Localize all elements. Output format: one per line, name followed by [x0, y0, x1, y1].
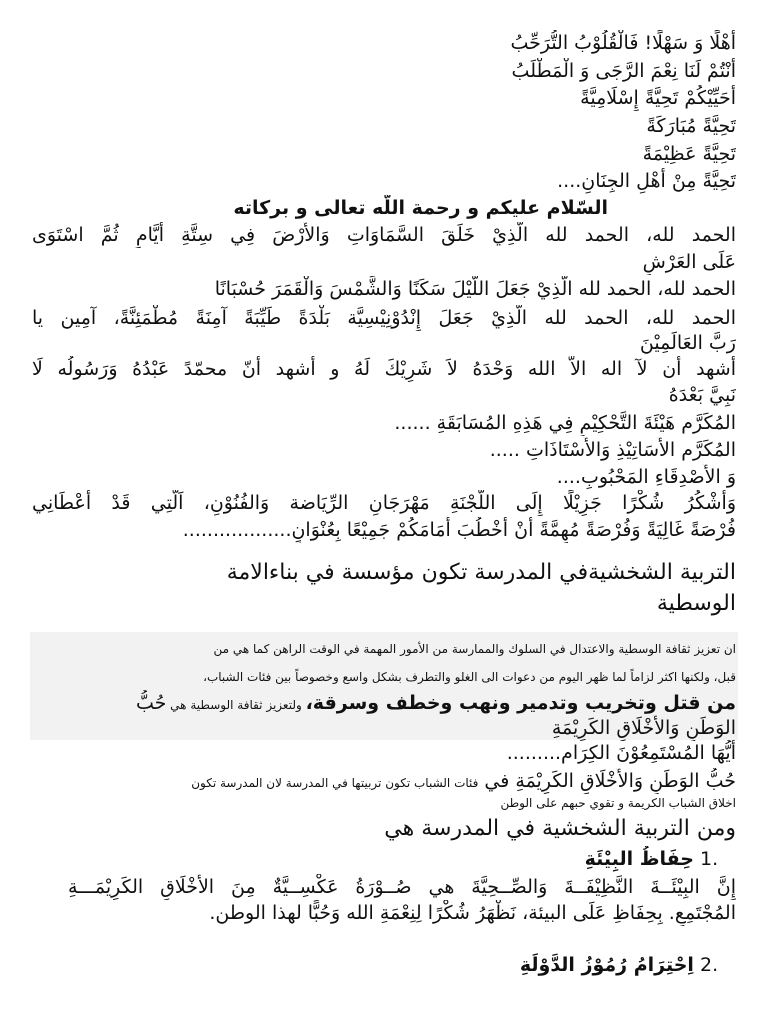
intro-line-2: قبل، ولكنها اكثر لزاماً لما ظهر اليوم من دعوات الى الغلو والتطرف بشكل واسع وخصوصاً بين فئات الشباب، [203, 670, 736, 684]
intro-line-4: الوَطَنِ وَالأَخْلَاقِ الكَرِيْمَةِ [551, 717, 736, 739]
summary-lead: حُبُّ الوَطَنِ وَالأَخْلَاقِ الكَرِيْمَةِ في [478, 770, 736, 792]
greeting-line-2: أَنْتُمْ لَنَا نِعْمَ الرَّجَى وَ الْمَطْلَبُ [511, 60, 736, 82]
praise-line-3b: رَبَّ العَالَمِيْنَ [639, 332, 736, 354]
list-item-1-title-line [32, 846, 736, 872]
greeting-line-5: تَحِيَّةً عَظِيْمَةً [642, 143, 736, 165]
list-item-1-title: حِفَاظُ البِيْئَةِ [584, 848, 694, 870]
greeting-line-6: تَحِيَّةً مِنْ أَهْلِ الجِنَانِ.... [557, 170, 736, 192]
intro-end-phrase: حُبُّ [135, 692, 167, 714]
list-item-2-title-line [32, 952, 736, 978]
address-friends: وَ الأَصْدِقَاءِ المَحْبُوبِ.... [556, 466, 736, 488]
speech-title-line-2: الوسطية [656, 591, 736, 616]
list-item-1-body-b: المُجْتَمِعِ. بِحِفَاظِ عَلَى البيئة، نَظْهَرُ شُكْرًا لِنِعْمَةِ الله وَحُبًّا لهذا الوطن. [209, 902, 736, 924]
greeting-line-4: تَحِيَّةً مُبَارَكَةً [646, 115, 736, 137]
section-heading: ومن التربية الشخشية في المدرسة هي [384, 816, 736, 841]
summary-line-2: اخلاق الشباب الكريمة و تقوي حبهم على الوطن [500, 796, 736, 810]
shahada-line-a: أشهد أن لآ اله الاّ الله وَحْدَهُ لاَ شَرِيْكَ لَهُ و أشهد أنّ محمّدً عَبْدُهُ وَرَسُولُه لَا [32, 358, 736, 380]
thanks-line-a: وَأَشْكُرُ شُكْرًا جَزِيْلًا إِلَى اللَّجْنَةِ مَهْرَجَانِ الرِّيَاضة وَالفُنُوْنِ، اَلَّتِي قَدْ أَعْطَانِي [32, 492, 736, 514]
address-teachers: المُكَرَّم الأَسَاتِيْذِ وَالأَسْتَاذَاتِ ..... [489, 439, 736, 461]
summary-line-1 [32, 768, 736, 794]
intro-small-phrase: ولتعزيز ثقافة الوسطية هي [166, 698, 306, 712]
praise-line-3a: الحمد لله، الحمد لله الَّذِيْ جَعَلَ إِنْدُوْنِيْسِيَّة بَلْدَةً طَيِّبَةً آمِنَةً مُطْمَئِنَّةً، آمِين يا [32, 307, 736, 329]
intro-line-1: ان تعزيز ثقافة الوسطية والاعتدال في السلوك والممارسة من الأمور المهمة في الوقت الراهن كما هي من [213, 642, 736, 656]
praise-line-1b: عَلَى العَرْشِ [642, 251, 736, 273]
summary-rest: فئات الشباب تكون تربيتها في المدرسة لان المدرسة تكون [191, 776, 479, 790]
greeting-line-3: أُحَيِّيْكُمْ تَحِيَّةً إِسْلَامِيَّةً [580, 87, 736, 109]
speech-title-line-1: التربية الشخشيةفي المدرسة تكون مؤسسة في بناءالامة [226, 560, 736, 585]
list-item-1-body-a: إِنَّ البِيْئَــةَ النَّظِيْفَــةَ وَالصِّــحِيَّةَ هي صُــوْرَةُ عَكْسِــيَّةٌ مِنَ الأَخْلَاقِ الكَرِيْمَـــةِ [68, 876, 736, 898]
salam-line: السّلام عليكم و رحمة اللّه تعالى و بركاته [233, 197, 608, 219]
intro-bold-phrase: من قتل وتخريب وتدمير ونهب وخطف وسرقة، [305, 692, 736, 714]
praise-line-1a: الحمد لله، الحمد لله الَّذِيْ خَلَقَ السَّمَاوَاتِ وَالأَرْضَ فِي سِتَّةِ أَيَّامٍ ثُمَّ اسْتَوَى [32, 224, 736, 246]
list-item-1-number: 1. [700, 848, 719, 870]
list-item-2-title: اِحْتِرَامُ رُمُوْزُ الدَّوْلَةِ [519, 954, 694, 976]
thanks-line-b: فُرْصَةً غَالِيَةً وَفُرْصَةً مُهِمَّةً أَنْ أَخْطُبَ أَمَامَكُمْ جَمِيْعًا بِعُنْوَانٍ.................. [182, 519, 736, 541]
praise-line-2: الحمد لله، الحمد لله الَّذِيْ جَعَلَ اللَّيْلَ سَكَنًا وَالشَّمْسَ وَالْقَمَرَ حُسْبَانًا [214, 278, 736, 300]
listeners-line: أَيُّهَا المُسْتَمِعُوْنَ الكِرَام......... [506, 742, 736, 764]
address-jury: المُكَرَّم هَيْئَةَ التَّحْكِيْمِ فِي هَذِهِ المُسَابَقَةِ ...... [394, 412, 736, 434]
greeting-line-1: أَهْلًا وَ سَهْلًا! فَالْقُلُوْبُ التُّرَحِّبُ [510, 32, 736, 54]
intro-line-3 [32, 690, 736, 716]
list-item-2-number: 2. [700, 954, 719, 976]
shahada-line-b: نَبِيَّ بَعْدَهُ [668, 384, 736, 406]
